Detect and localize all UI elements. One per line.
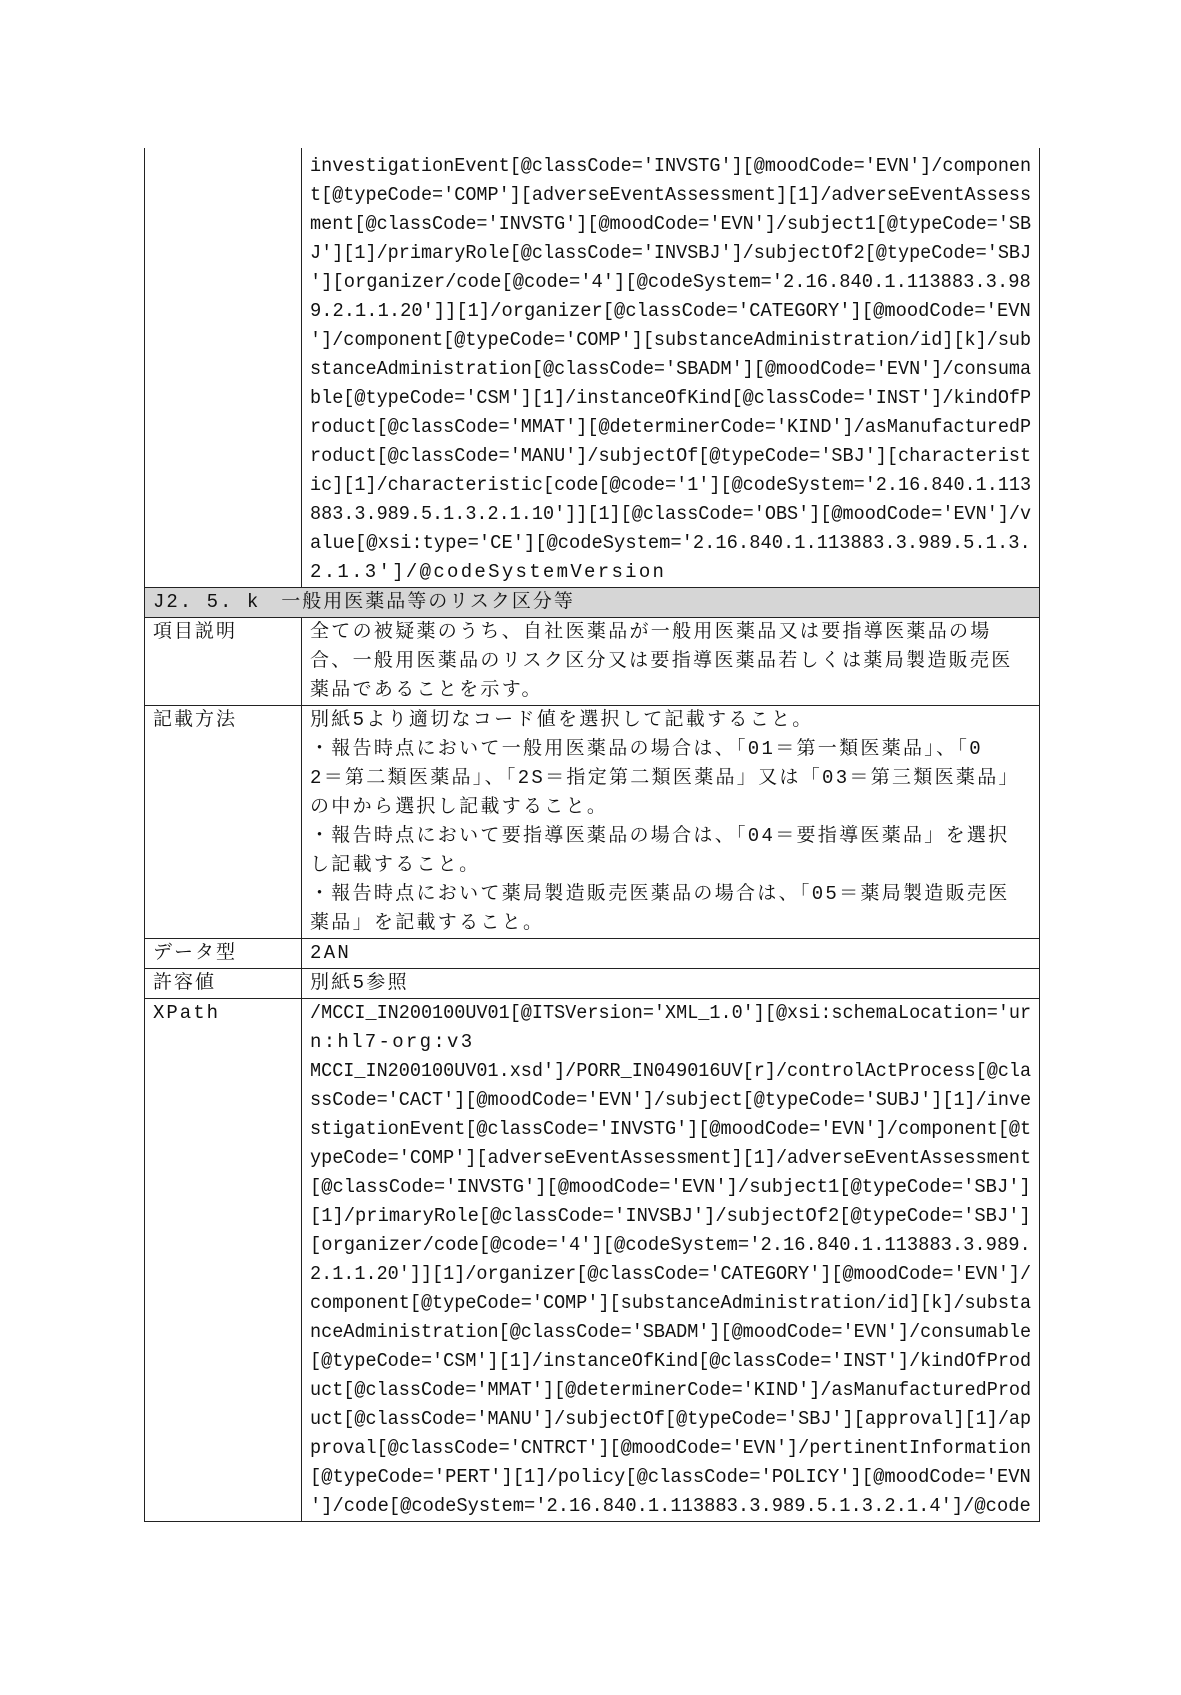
xpath-line: 883.3.989.5.1.3.2.1.10']][1][@classCode='OBS'][@moodCode='EVN']/v: [310, 503, 1032, 525]
xpath-line: alue[@xsi:type='CE'][@codeSystem='2.16.840.1.113883.3.989.5.1.3.: [310, 532, 1031, 554]
data-type-label-cell: [145, 939, 302, 969]
value-line: 別紙5より適切なコード値を選択して記載すること。: [310, 709, 814, 731]
value-line: 2＝第二類医薬品」、「2S＝指定第二類医薬品」又は「03＝第三類医薬品」: [310, 767, 1020, 789]
xpath-line: stanceAdministration[@classCode='SBADM'][@moodCode='EVN']/consuma: [310, 358, 1032, 380]
value-line: MCCI_IN200100UV01.xsd']/PORR_IN049016UV[r]/controlActProcess[@cla: [310, 1060, 1032, 1082]
section-heading-text: J2. 5. k 一般用医薬品等のリスク区分等: [153, 591, 575, 613]
empty-label-cell: [145, 148, 302, 588]
value-line: ypeCode='COMP'][adverseEventAssessment][1]/adverseEventAssessment: [310, 1147, 1032, 1169]
value-line: [@typeCode='CSM'][1]/instanceOfKind[@classCode='INST']/kindOfProd: [310, 1350, 1032, 1372]
value-line: uct[@classCode='MMAT'][@determinerCode='KIND']/asManufacturedProd: [310, 1379, 1032, 1401]
value-line: [organizer/code[@code='4'][@codeSystem='2.16.840.1.113883.3.989.: [310, 1234, 1031, 1256]
value-line: n:hl7-org:v3: [310, 1031, 475, 1053]
value-line: ・報告時点において薬局製造販売医薬品の場合は、「05＝薬局製造販売医: [310, 883, 1010, 905]
row-label: 記載方法: [153, 709, 238, 731]
value-line: 2.1.1.20']][1]/organizer[@classCode='CATEGORY'][@moodCode='EVN']/: [310, 1263, 1032, 1285]
allowed-values-label-cell: [145, 969, 302, 999]
allowed-values-row: [145, 969, 1040, 999]
xpath-line: ment[@classCode='INVSTG'][@moodCode='EVN']/subject1[@typeCode='SB: [310, 213, 1032, 235]
value-line: し記載すること。: [310, 854, 481, 876]
xpath-line: roduct[@classCode='MMAT'][@determinerCode='KIND']/asManufacturedP: [310, 416, 1032, 438]
xpath-label-cell: [145, 999, 302, 1522]
xpath-row: [145, 999, 1040, 1522]
xpath-line: ble[@typeCode='CSM'][1]/instanceOfKind[@classCode='INST']/kindOfP: [310, 387, 1032, 409]
value-line: [1]/primaryRole[@classCode='INVSBJ']/subjectOf2[@typeCode='SBJ']: [310, 1205, 1031, 1227]
xpath-line: roduct[@classCode='MANU']/subjectOf[@typeCode='SBJ'][characterist: [310, 445, 1032, 467]
xpath-line: 2.1.3']/@codeSystemVersion: [310, 561, 667, 583]
xpath-line: 9.2.1.1.20']][1]/organizer[@classCode='CATEGORY'][@moodCode='EVN: [310, 300, 1031, 322]
entry-method-value-cell: [302, 706, 1040, 939]
item-description-row: [145, 618, 1040, 706]
section-rows: [145, 618, 1040, 1522]
value-line: 薬品」を記載すること。: [310, 912, 545, 934]
value-line: nceAdministration[@classCode='SBADM'][@moodCode='EVN']/consumable: [310, 1321, 1032, 1343]
value-line: [@classCode='INVSTG'][@moodCode='EVN']/subject1[@typeCode='SBJ']: [310, 1176, 1031, 1198]
value-line: ']/code[@codeSystem='2.16.840.1.113883.3.989.5.1.3.2.1.4']/@code: [310, 1495, 1031, 1517]
item-description-label-cell: [145, 618, 302, 706]
spec-table: [144, 148, 1040, 1522]
value-line: uct[@classCode='MANU']/subjectOf[@typeCode='SBJ'][approval][1]/ap: [310, 1408, 1032, 1430]
xpath-line: ic][1]/characteristic[code[@code='1'][@codeSystem='2.16.840.1.113: [310, 474, 1032, 496]
section-heading: [145, 588, 1040, 618]
data-type-row: [145, 939, 1040, 969]
section-header-row: [145, 588, 1040, 618]
value-line: 薬品であることを示す。: [310, 679, 543, 701]
value-line: component[@typeCode='COMP'][substanceAdministration/id][k]/substa: [310, 1292, 1032, 1314]
value-line: の中から選択し記載すること。: [310, 796, 609, 818]
row-label: 許容値: [153, 972, 217, 994]
value-line: 2AN: [310, 942, 352, 964]
entry-method-label-cell: [145, 706, 302, 939]
value-line: 全ての被疑薬のうち、自社医薬品が一般用医薬品又は要指導医薬品の場: [310, 621, 992, 643]
continued-xpath-cell: [302, 148, 1040, 588]
data-type-value-cell: [302, 939, 1040, 969]
value-line: ssCode='CACT'][@moodCode='EVN']/subject[@typeCode='SUBJ'][1]/inve: [310, 1089, 1032, 1111]
entry-method-row: [145, 706, 1040, 939]
value-line: 別紙5参照: [310, 972, 409, 994]
value-line: [@typeCode='PERT'][1]/policy[@classCode='POLICY'][@moodCode='EVN: [310, 1466, 1031, 1488]
allowed-values-value-cell: [302, 969, 1040, 999]
xpath-line: investigationEvent[@classCode='INVSTG'][@moodCode='EVN']/componen: [310, 155, 1032, 177]
row-label: データ型: [153, 942, 238, 964]
value-line: proval[@classCode='CNTRCT'][@moodCode='EVN']/pertinentInformation: [310, 1437, 1032, 1459]
xpath-value-cell: [302, 999, 1040, 1522]
xpath-line: '][organizer/code[@code='4'][@codeSystem='2.16.840.1.113883.3.98: [310, 271, 1031, 293]
value-line: 合、一般用医薬品のリスク区分又は要指導医薬品若しくは薬局製造販売医: [310, 650, 1013, 672]
value-line: ・報告時点において要指導医薬品の場合は、「04＝要指導医薬品」を選択: [310, 825, 1010, 847]
xpath-line: t[@typeCode='COMP'][adverseEventAssessment][1]/adverseEventAssess: [310, 184, 1032, 206]
continued-xpath-row: [145, 148, 1040, 588]
value-line: stigationEvent[@classCode='INVSTG'][@moodCode='EVN']/component[@t: [310, 1118, 1032, 1140]
row-label: 項目説明: [153, 621, 238, 643]
xpath-line: J'][1]/primaryRole[@classCode='INVSBJ']/subjectOf2[@typeCode='SBJ: [310, 242, 1032, 264]
xpath-line: ']/component[@typeCode='COMP'][substanceAdministration/id][k]/sub: [310, 329, 1032, 351]
value-line: /MCCI_IN200100UV01[@ITSVersion='XML_1.0'][@xsi:schemaLocation='ur: [310, 1002, 1032, 1024]
row-label: XPath: [153, 1002, 221, 1024]
item-description-value-cell: [302, 618, 1040, 706]
value-line: ・報告時点において一般用医薬品の場合は、「01＝第一類医薬品」、「0: [310, 738, 983, 760]
